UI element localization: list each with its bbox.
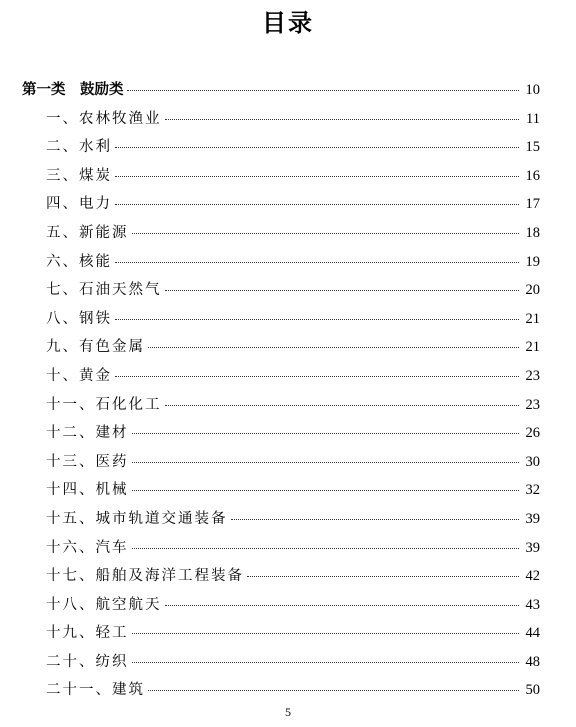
toc-entry-page: 43 bbox=[525, 596, 540, 613]
toc-entry[interactable] bbox=[22, 421, 540, 450]
toc-entry-label: 十二、建材 bbox=[46, 425, 129, 442]
dot-leader bbox=[132, 490, 520, 491]
toc-entry-page: 11 bbox=[526, 110, 540, 127]
toc-entry[interactable] bbox=[22, 593, 540, 622]
toc-entry[interactable] bbox=[22, 393, 540, 422]
toc-entry-label: 七、石油天然气 bbox=[46, 282, 162, 299]
dot-leader bbox=[165, 405, 520, 406]
toc-entry-label: 十一、石化化工 bbox=[46, 396, 162, 413]
toc-entry-label: 十、黄金 bbox=[46, 367, 112, 384]
toc-entry-label: 十三、医药 bbox=[46, 453, 129, 470]
dot-leader bbox=[127, 90, 520, 91]
toc-entry-label: 十八、航空航天 bbox=[46, 596, 162, 613]
toc-entry-page: 23 bbox=[525, 396, 540, 413]
toc-entry-page: 19 bbox=[525, 253, 540, 270]
toc-entry-page: 42 bbox=[525, 568, 540, 585]
toc-entry-page: 50 bbox=[525, 682, 540, 699]
toc-entry-page: 15 bbox=[525, 139, 540, 156]
toc-entry-label: 二、水利 bbox=[46, 139, 112, 156]
toc-entry[interactable] bbox=[22, 335, 540, 364]
page-title: 目录 bbox=[262, 8, 314, 37]
dot-leader bbox=[148, 347, 519, 348]
toc-section-page: 10 bbox=[525, 82, 540, 98]
toc-entry[interactable] bbox=[22, 678, 540, 707]
toc-entry-label: 五、新能源 bbox=[46, 224, 129, 241]
dot-leader bbox=[165, 119, 520, 120]
toc-entry-page: 20 bbox=[525, 282, 540, 299]
toc-entry-page: 32 bbox=[525, 482, 540, 499]
toc-entry[interactable] bbox=[22, 650, 540, 679]
toc-entry[interactable] bbox=[22, 307, 540, 336]
dot-leader bbox=[165, 605, 520, 606]
table-of-contents bbox=[22, 78, 540, 707]
toc-entry-label: 四、电力 bbox=[46, 196, 112, 213]
dot-leader bbox=[132, 233, 520, 234]
toc-entry-page: 30 bbox=[525, 453, 540, 470]
toc-entry-page: 21 bbox=[525, 310, 540, 327]
toc-entry-label: 九、有色金属 bbox=[46, 339, 145, 356]
toc-entry-label: 十四、机械 bbox=[46, 482, 129, 499]
toc-entry-page: 17 bbox=[525, 196, 540, 213]
dot-leader bbox=[115, 319, 519, 320]
toc-section-heading[interactable] bbox=[22, 78, 540, 107]
dot-leader bbox=[115, 147, 519, 148]
toc-entry-page: 26 bbox=[525, 425, 540, 442]
toc-entry[interactable] bbox=[22, 135, 540, 164]
toc-entry-label: 十七、船舶及海洋工程装备 bbox=[46, 568, 244, 585]
toc-entry-label: 三、煤炭 bbox=[46, 167, 112, 184]
toc-entry[interactable] bbox=[22, 250, 540, 279]
toc-entry[interactable] bbox=[22, 221, 540, 250]
toc-entry-page: 23 bbox=[525, 367, 540, 384]
dot-leader bbox=[132, 548, 520, 549]
toc-entry-label: 二十、纺织 bbox=[46, 653, 129, 670]
toc-entry[interactable] bbox=[22, 364, 540, 393]
dot-leader bbox=[115, 176, 519, 177]
dot-leader bbox=[132, 633, 520, 634]
toc-entry-label: 二十一、建筑 bbox=[46, 682, 145, 699]
toc-entry-page: 39 bbox=[525, 510, 540, 527]
toc-entry[interactable] bbox=[22, 107, 540, 136]
dot-leader bbox=[115, 262, 519, 263]
toc-entry-label: 十六、汽车 bbox=[46, 539, 129, 556]
toc-entry-page: 39 bbox=[525, 539, 540, 556]
toc-entry[interactable] bbox=[22, 536, 540, 565]
toc-entry-label: 六、核能 bbox=[46, 253, 112, 270]
toc-entry[interactable] bbox=[22, 278, 540, 307]
toc-entry[interactable] bbox=[22, 621, 540, 650]
dot-leader bbox=[132, 433, 520, 434]
toc-entry[interactable] bbox=[22, 164, 540, 193]
dot-leader bbox=[132, 662, 520, 663]
toc-entry-label: 八、钢铁 bbox=[46, 310, 112, 327]
dot-leader bbox=[115, 204, 519, 205]
toc-entry-page: 44 bbox=[525, 625, 540, 642]
toc-entry-page: 48 bbox=[525, 653, 540, 670]
dot-leader bbox=[247, 576, 519, 577]
toc-section-label: 第一类 鼓励类 bbox=[22, 81, 124, 98]
dot-leader bbox=[148, 690, 519, 691]
toc-entry[interactable] bbox=[22, 564, 540, 593]
toc-entry-page: 16 bbox=[525, 167, 540, 184]
dot-leader bbox=[115, 376, 519, 377]
dot-leader bbox=[165, 290, 520, 291]
toc-entry-label: 十九、轻工 bbox=[46, 625, 129, 642]
toc-entry-page: 18 bbox=[525, 224, 540, 241]
toc-entry[interactable] bbox=[22, 507, 540, 536]
toc-entry-page: 21 bbox=[525, 339, 540, 356]
dot-leader bbox=[231, 519, 520, 520]
toc-entry[interactable] bbox=[22, 478, 540, 507]
toc-entry-label: 一、农林牧渔业 bbox=[46, 110, 162, 127]
dot-leader bbox=[132, 462, 520, 463]
page-number: 5 bbox=[285, 705, 291, 719]
toc-entry[interactable] bbox=[22, 450, 540, 479]
toc-entry-label: 十五、城市轨道交通装备 bbox=[46, 510, 228, 527]
toc-entry[interactable] bbox=[22, 192, 540, 221]
